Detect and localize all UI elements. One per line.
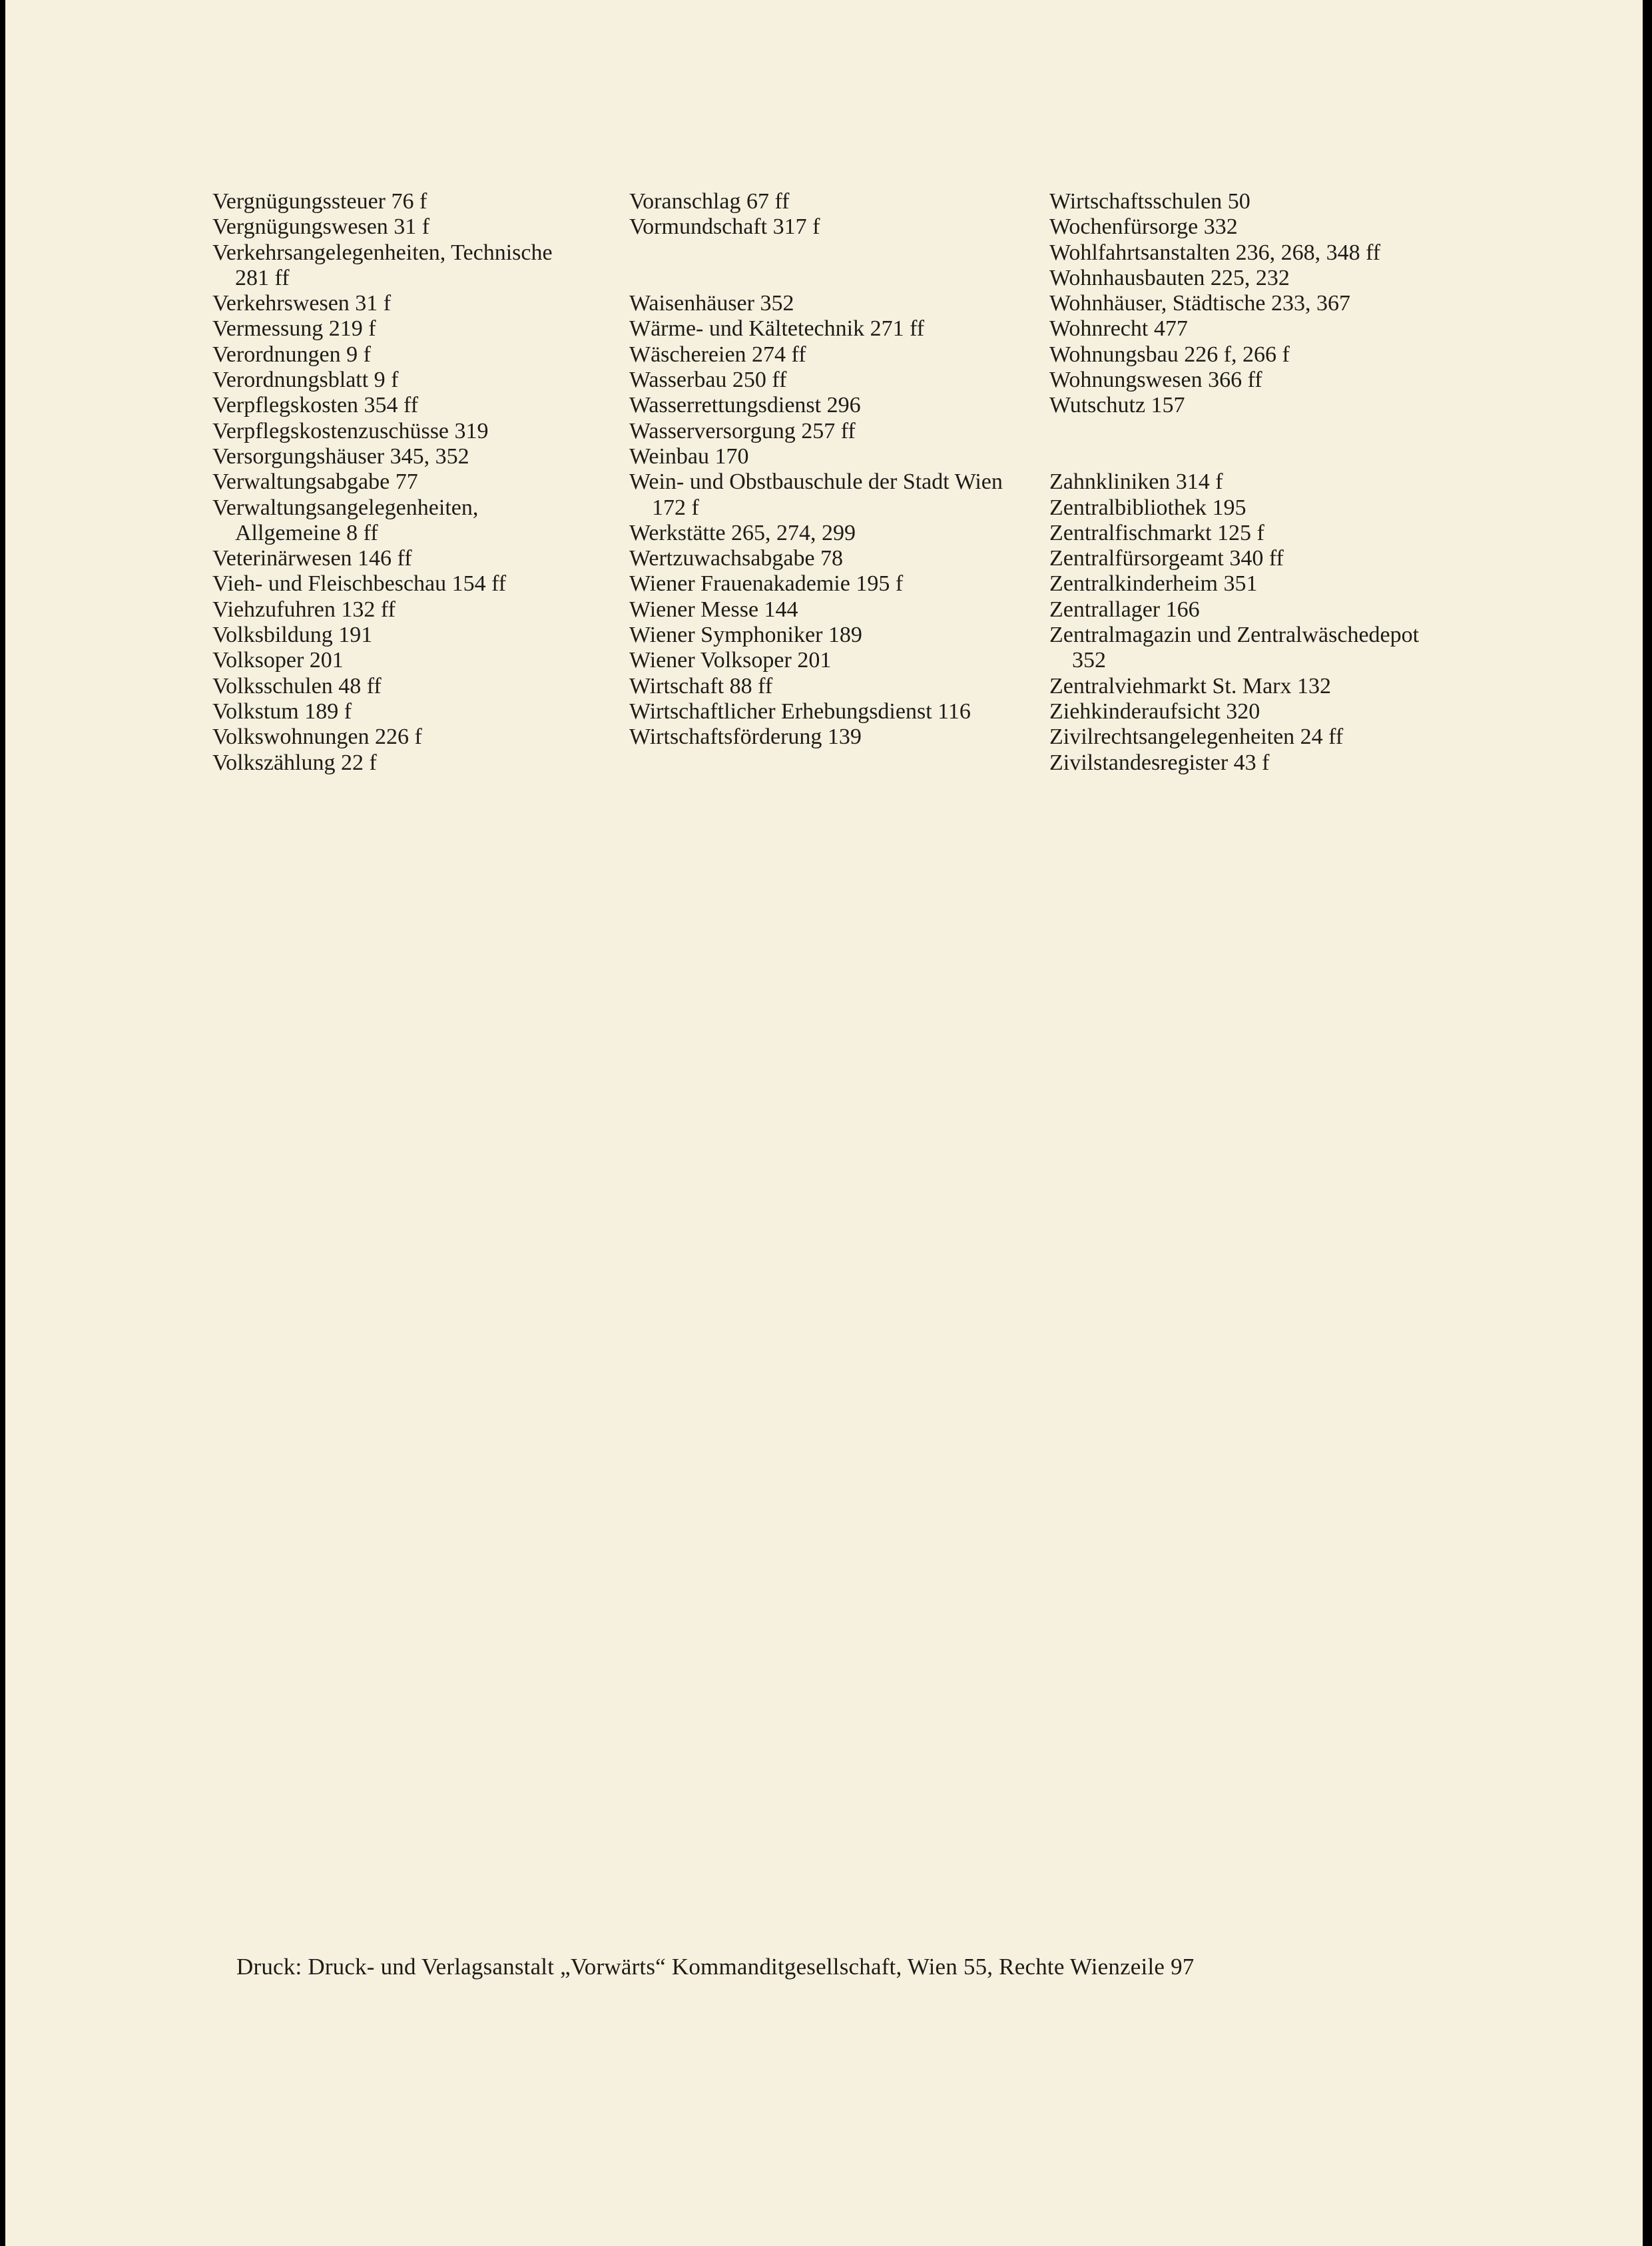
index-entry: Wein- und Obstbauschule der Stadt Wien 172 f — [629, 469, 1003, 520]
index-entry: Veterinärwesen 146 ff — [212, 546, 412, 571]
index-entry: Viehzufuhren 132 ff — [212, 597, 396, 622]
index-entry: Volkstum 189 f — [212, 699, 352, 724]
index-entry: Weinbau 170 — [629, 443, 749, 469]
index-column-2 — [629, 189, 1012, 750]
index-entry: Vieh- und Fleischbeschau 154 ff — [212, 571, 507, 597]
index-entry: Wutschutz 157 — [1049, 393, 1185, 418]
index-entry: Verpflegskosten 354 ff — [212, 393, 419, 418]
index-entry: Zivilrechtsangelegenheiten 24 ff — [1049, 724, 1344, 750]
index-entry: Versorgungshäuser 345, 352 — [212, 443, 469, 469]
index-entry: Wiener Frauenakademie 195 f — [629, 571, 904, 597]
index-entry: Zahnkliniken 314 f — [1049, 469, 1223, 495]
index-entry: Wasserversorgung 257 ff — [629, 418, 856, 443]
letter-gap — [629, 266, 1012, 291]
index-entry: Verkehrswesen 31 f — [212, 291, 392, 316]
index-entry: Vergnügungssteuer 76 f — [212, 189, 427, 214]
index-entry: Zentralmagazin und Zentralwäschedepot 352 — [1049, 623, 1420, 673]
letter-gap — [1049, 444, 1432, 469]
index-column-1 — [212, 189, 585, 776]
letter-gap — [629, 240, 1012, 266]
index-entry: Vermessung 219 f — [212, 316, 376, 342]
printer-imprint: Druck: Druck- und Verlagsanstalt „Vorwärts“ Kommanditgesellschaft, Wien 55, Rechte Wienzeile 97 — [236, 1954, 1195, 1980]
index-entry: Zivilstandesregister 43 f — [1049, 750, 1270, 775]
index-entry: Wirtschaftlicher Erhebungsdienst 116 — [629, 699, 971, 724]
index-entry: Wohnungswesen 366 ff — [1049, 368, 1262, 393]
index-entry: Wasserrettungsdienst 296 — [629, 393, 861, 418]
index-entry: Zentralkinderheim 351 — [1049, 571, 1258, 597]
index-entry: Volksbildung 191 — [212, 623, 373, 648]
index-entry: Zentralfürsorgeamt 340 ff — [1049, 546, 1284, 571]
index-entry: Wiener Symphoniker 189 — [629, 623, 862, 648]
index-entry: Wohnungsbau 226 f, 266 f — [1049, 342, 1290, 367]
index-entry: Ziehkinderaufsicht 320 — [1049, 699, 1260, 724]
index-entry: Zentralfischmarkt 125 f — [1049, 520, 1264, 545]
index-entry: Volksschulen 48 ff — [212, 673, 382, 699]
index-entry: Zentralbibliothek 195 — [1049, 495, 1246, 520]
index-entry: Wirtschaftsförderung 139 — [629, 724, 862, 750]
index-entry: Verpflegskostenzuschüsse 319 — [212, 418, 489, 443]
index-entry: Wochenfürsorge 332 — [1049, 214, 1238, 240]
index-entry: Verordnungsblatt 9 f — [212, 368, 399, 393]
index-entry: Vormundschaft 317 f — [629, 214, 820, 240]
index-entry: Wohnrecht 477 — [1049, 316, 1188, 342]
index-entry: Wärme- und Kältetechnik 271 ff — [629, 316, 925, 342]
index-entry: Volkswohnungen 226 f — [212, 724, 422, 750]
index-entry: Vergnügungswesen 31 f — [212, 214, 430, 240]
index-page — [5, 0, 1643, 2246]
index-entry: Wäschereien 274 ff — [629, 342, 806, 367]
index-entry: Wohlfahrtsanstalten 236, 268, 348 ff — [1049, 240, 1381, 265]
index-entry: Wiener Messe 144 — [629, 597, 798, 622]
index-column-3 — [1049, 189, 1432, 776]
letter-gap — [1049, 419, 1432, 444]
index-entry: Wertzuwachsabgabe 78 — [629, 546, 844, 571]
index-entry: Wasserbau 250 ff — [629, 368, 787, 393]
index-entry: Werkstätte 265, 274, 299 — [629, 520, 856, 545]
index-entry: Voranschlag 67 ff — [629, 189, 790, 214]
index-entry: Wohnhausbauten 225, 232 — [1049, 265, 1290, 290]
index-entry: Volksoper 201 — [212, 648, 344, 673]
index-entry: Verwaltungsangelegenheiten, Allgemeine 8 ff — [212, 495, 479, 545]
index-entry: Volkszählung 22 f — [212, 750, 377, 775]
index-entry: Verwaltungsabgabe 77 — [212, 469, 418, 495]
index-entry: Wirtschaft 88 ff — [629, 673, 773, 699]
index-entry: Zentrallager 166 — [1049, 597, 1200, 622]
index-entry: Wohnhäuser, Städtische 233, 367 — [1049, 291, 1350, 316]
index-entry: Wiener Volksoper 201 — [629, 648, 832, 673]
index-entry: Wirtschaftsschulen 50 — [1049, 189, 1250, 214]
index-entry: Zentralviehmarkt St. Marx 132 — [1049, 673, 1332, 699]
index-entry: Verkehrsangelegenheiten, Technische 281 ff — [212, 240, 553, 290]
index-entry: Waisenhäuser 352 — [629, 291, 794, 316]
index-entry: Verordnungen 9 f — [212, 342, 371, 367]
